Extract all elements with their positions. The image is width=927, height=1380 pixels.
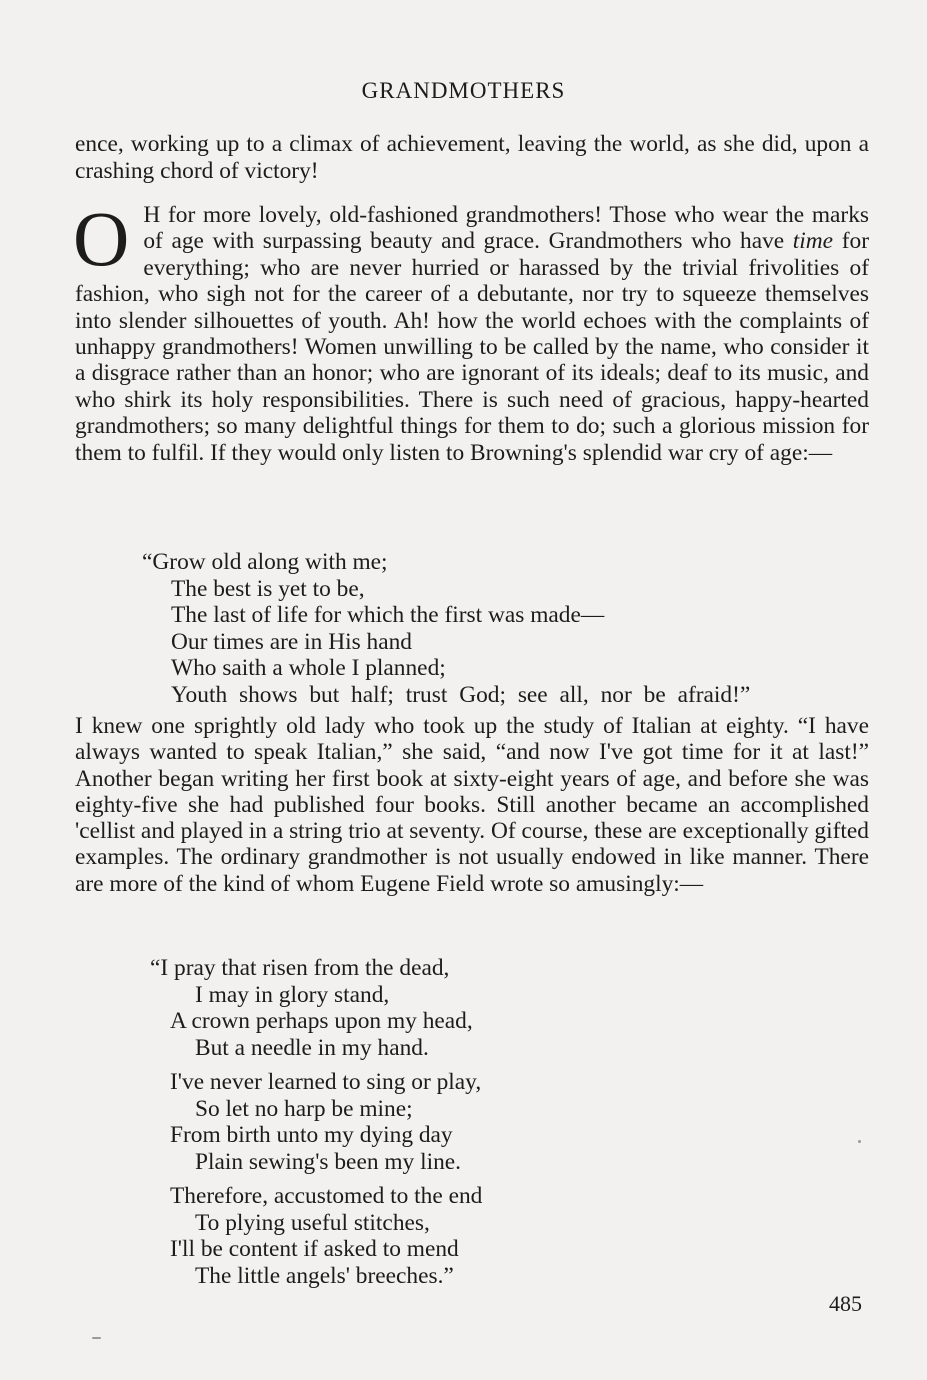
poem-line: I've never learned to sing or play,: [170, 1069, 482, 1095]
poem-line: But a needle in my hand.: [195, 1034, 429, 1061]
field-poem: [150, 955, 482, 1297]
poem-line: Therefore, accustomed to the end: [170, 1183, 483, 1209]
drop-cap: O: [73, 195, 130, 282]
poem-line: The last of life for which the first was made—: [171, 602, 605, 628]
main-paragraph-italic: time: [792, 228, 834, 255]
poem-line: I may in glory stand,: [195, 981, 390, 1008]
poem-line: “Grow old along with me;: [142, 549, 388, 575]
poem-line: Who saith a whole I planned;: [171, 655, 446, 681]
poem-line: To plying useful stitches,: [195, 1209, 430, 1236]
poem-line: Plain sewing's been my line.: [195, 1148, 462, 1175]
poem-line: From birth unto my dying day: [170, 1122, 453, 1148]
poem-line: “I pray that risen from the dead,: [150, 955, 450, 981]
main-paragraph-text-2: for everything; who are never hurried or harassed by the trivial frivolities of fashion, who sigh not for the career of a debutante, nor try to squeeze themselves into slender silhouettes of youth. Ah! how the world echoes with the complaints of unhappy grandmothers! Women unwilling to be called by the name, who consider it a disgrace rather than an honor; who are ignorant of its ideals; deaf to its music, and who shirk its holy responsibilities. There is such need of gracious, happy-hearted grandmothers; so many delightful things for them to do; such a glorious mission for them to fulfil. If they would only listen to Browning's splendid war cry of age:—: [75, 228, 869, 466]
page-number: 485: [829, 1291, 862, 1316]
browning-poem: [142, 549, 751, 708]
paper-speck: [858, 1140, 861, 1143]
running-head: GRANDMOTHERS: [361, 78, 566, 103]
poem-line: Our times are in His hand: [171, 628, 412, 655]
paper-speck: [92, 1337, 101, 1339]
main-paragraph-text-1: H for more lovely, old-fashioned grandmothers! Those who wear the marks of age with surpassing beauty and grace. Grandmothers who have: [143, 202, 869, 255]
poem-line: I'll be content if asked to mend: [170, 1236, 459, 1262]
poem-stanza: [150, 1069, 482, 1175]
opening-paragraph: ence, working up to a climax of achievement, leaving the world, as she did, upon a crashing chord of victory!: [75, 131, 869, 184]
main-paragraph: [73, 195, 869, 466]
middle-paragraph: I knew one sprightly old lady who took up the study of Italian at eighty. “I have always wanted to speak Italian,” she said, “and now I've got time for it at last!” Another began writing her first book at sixty-eight years of age, and before she was eighty-five she had published four books. Still another became an accomplished 'cellist and played in a string trio at seventy. Of course, these are exceptionally gifted examples. The ordinary grandmother is not usually endowed in like manner. There are more of the kind of whom Eugene Field wrote so amusingly:—: [75, 713, 869, 897]
poem-line: Youth shows but half; trust God; see all, nor be afraid!”: [171, 681, 751, 708]
poem-line: The little angels' breeches.”: [195, 1262, 454, 1289]
poem-line: A crown perhaps upon my head,: [170, 1008, 473, 1034]
poem-stanza: [150, 955, 482, 1061]
poem-line: So let no harp be mine;: [195, 1095, 413, 1122]
poem-line: The best is yet to be,: [171, 575, 365, 602]
poem-stanza: [150, 1183, 482, 1289]
